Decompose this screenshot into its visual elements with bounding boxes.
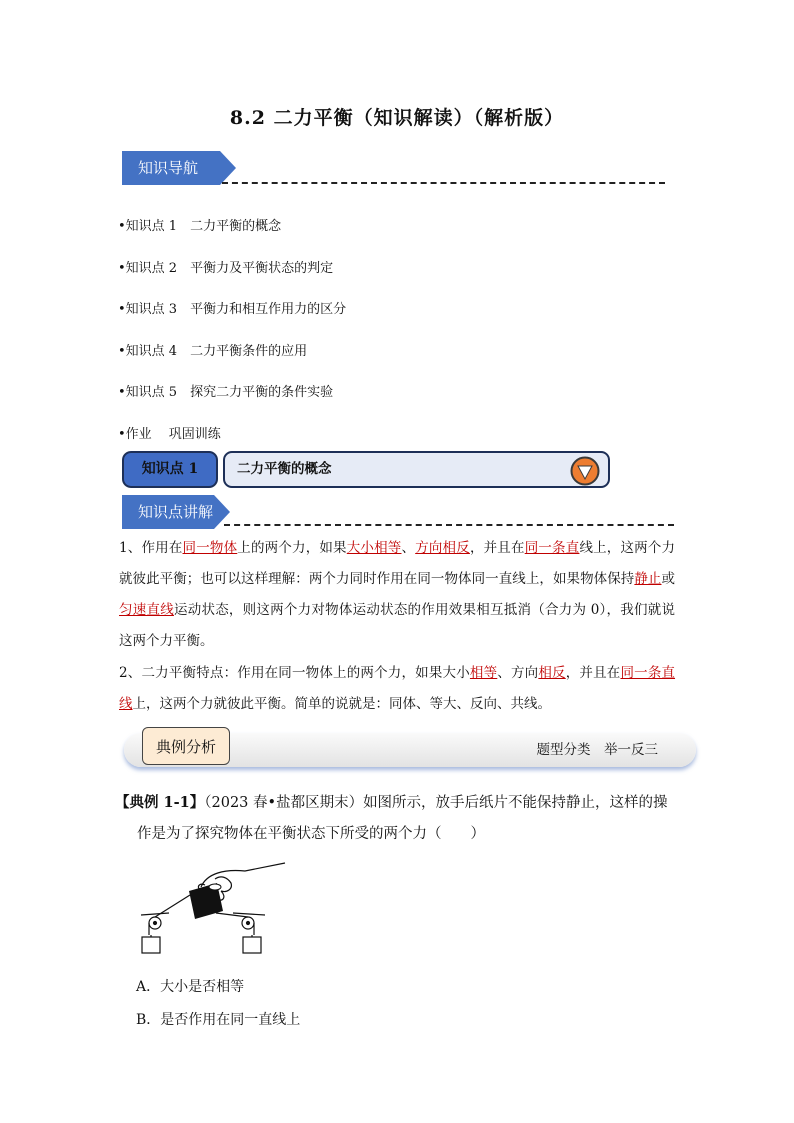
toc-item: •知识点 5 探究二力平衡的条件实验 [118, 385, 334, 400]
knowledge-nav-label: 知识导航 [138, 159, 199, 177]
divider [222, 182, 665, 184]
knowledge-point-title-box [223, 451, 610, 488]
paragraph-2 [119, 658, 675, 720]
highlight: 匀速直线 [119, 602, 174, 618]
toc-item: •知识点 2 平衡力及平衡状态的判定 [118, 261, 334, 276]
text: 1、作用在 [119, 540, 183, 556]
example-subtitle: 题型分类 举一反三 [536, 742, 658, 758]
text: 、 [401, 540, 416, 556]
text: 运动状态，则这两个力对物体运动状态的作用效果相互抵消（合力为 0），我们就说这两个力平衡。 [119, 602, 675, 649]
highlight: 方向相反 [415, 540, 470, 556]
question-text: （2023 春•盐都区期末）如图所示，放手后纸片不能保持静止，这样的操作是为了探究物体在平衡状态下所受的两个力（ ） [137, 795, 668, 842]
knowledge-nav-banner [122, 151, 242, 185]
text: 或 [661, 571, 675, 587]
text: 上的两个力，如果 [237, 540, 347, 556]
chevron-down-icon [570, 456, 600, 486]
highlight: 同一条直线 [119, 665, 676, 712]
highlight: 大小相等 [346, 540, 402, 556]
highlight: 相反 [538, 665, 566, 681]
knowledge-point-header [122, 451, 610, 488]
experiment-figure [135, 855, 295, 960]
text: 2、二力平衡特点：作用在同一物体上的两个力，如果大小 [119, 665, 470, 681]
toc-item: •作业 巩固训练 [118, 427, 221, 442]
knowledge-point-number: 知识点 1 [122, 451, 218, 488]
divider [224, 524, 674, 526]
text: 上，这两个力就彼此平衡。简单的说就是：同体、等大、反向、共线。 [132, 696, 551, 712]
question [115, 787, 680, 850]
explanation-label: 知识点讲解 [138, 503, 214, 521]
highlight: 同一物体 [182, 540, 238, 556]
example-tag: 典例分析 [142, 727, 230, 765]
toc-item: •知识点 1 二力平衡的概念 [118, 219, 282, 234]
page-title: 8.2 二力平衡（知识解读）（解析版） [229, 107, 565, 129]
paragraph-1 [119, 533, 675, 657]
text: ，并且在 [469, 540, 525, 556]
toc-item: •知识点 4 二力平衡条件的应用 [118, 344, 308, 359]
choice-a: A．大小是否相等 [136, 979, 245, 995]
question-label: 【典例 1-1】 [115, 794, 205, 811]
example-analysis-bar [124, 733, 696, 767]
text: ，并且在 [565, 665, 621, 681]
text: 线上，这两个力就彼此平衡；也可以这样理解：两个力同时作用在同一物体同一直线上，如果物体保持 [119, 540, 676, 587]
toc-item: •知识点 3 平衡力和相互作用力的区分 [118, 302, 347, 317]
text: 、方向 [497, 665, 539, 681]
knowledge-point-title: 二力平衡的概念 [237, 461, 332, 477]
choice-b: B．是否作用在同一直线上 [136, 1012, 301, 1028]
highlight: 相等 [469, 665, 498, 681]
highlight: 静止 [634, 571, 662, 587]
highlight: 同一条直 [524, 540, 580, 556]
